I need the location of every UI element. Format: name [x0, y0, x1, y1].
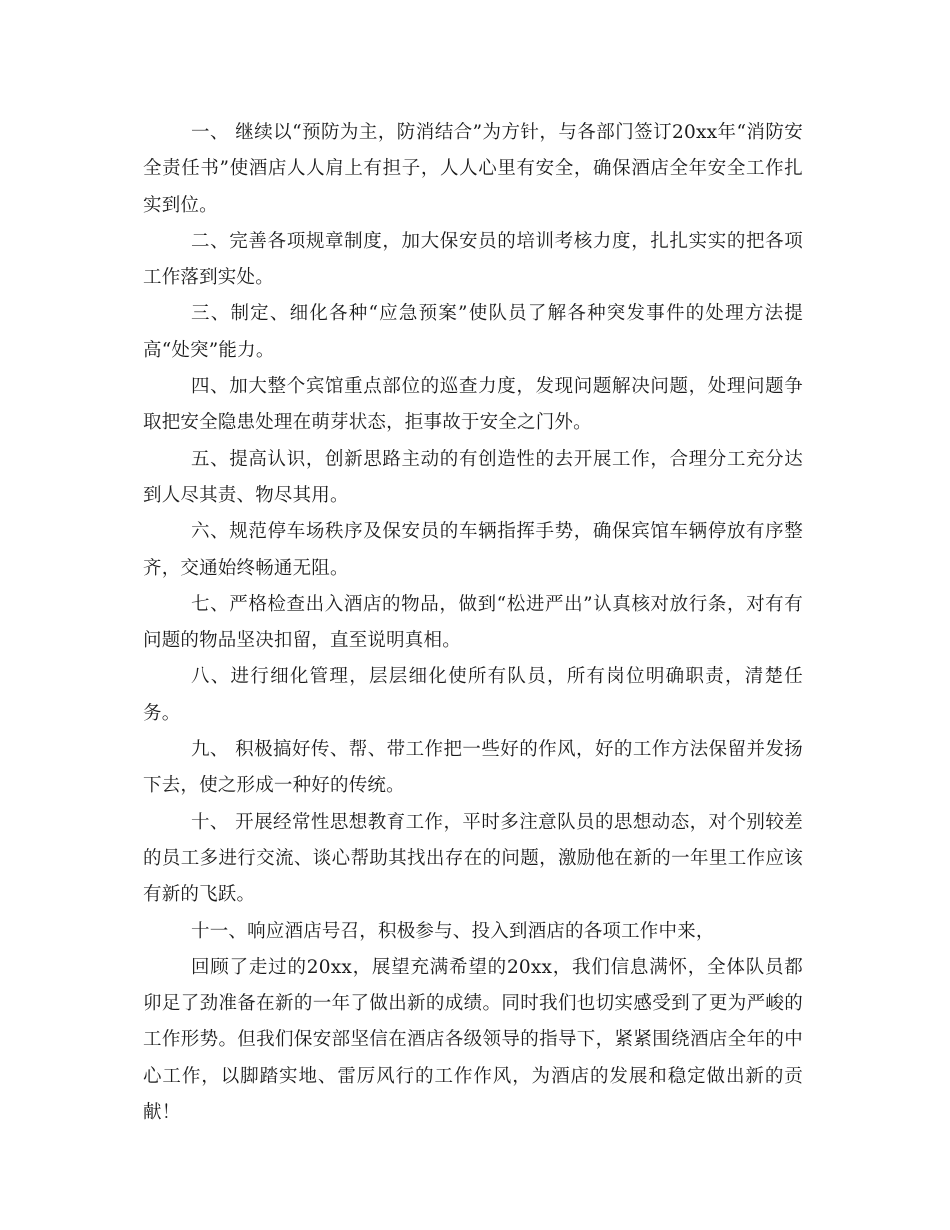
document-body [143, 115, 803, 1131]
paragraph-item-7: 七、严格检查出入酒店的物品，做到“松进严出”认真核对放行条，对有有问题的物品坚决扣留，直至说明真相。 [143, 593, 803, 652]
paragraph-item-11: 十一、响应酒店号召，积极参与、投入到酒店的各项工作中来， [191, 920, 715, 942]
paragraph-item-3: 三、制定、细化各种“应急预案”使队员了解各种突发事件的处理方法提高“处突”能力。 [143, 303, 803, 361]
paragraph-item-1: 一、 继续以“预防为主，防消结合”为方针，与各部门签订20xx年“消防安全责任书”使酒店人人肩上有担子，人人心里有安全，确保酒店全年安全工作扎实到位。 [143, 122, 803, 216]
paragraph-closing: 回顾了走过的20xx，展望充满希望的20xx，我们信息满怀，全体队员都卯足了劲准备在新的一年了做出新的成绩。同时我们也切实感受到了更为严峻的工作形势。但我们保安部坚信在酒店各级领导的指导下，紧紧围绕酒店全年的中心工作，以脚踏实地、雷厉风行的工作作风，为酒店的发展和稳定做出新的贡献！ [143, 956, 803, 1124]
paragraph-item-10: 十、 开展经常性思想教育工作，平时多注意队员的思想动态，对个别较差的员工多进行交流、谈心帮助其找出存在的问题，激励他在新的一年里工作应该有新的飞跃。 [143, 811, 803, 906]
paragraph-item-6: 六、规范停车场秩序及保安员的车辆指挥手势，确保宾馆车辆停放有序整齐，交通始终畅通无阻。 [143, 521, 803, 579]
paragraph-item-5: 五、提高认识，创新思路主动的有创造性的去开展工作，合理分工充分达到人尽其责、物尽其用。 [143, 448, 803, 506]
paragraph-item-9: 九、 积极搞好传、帮、带工作把一些好的作风，好的工作方法保留并发扬下去，使之形成一种好的传统。 [143, 739, 803, 797]
paragraph-item-8: 八、进行细化管理，层层细化使所有队员，所有岗位明确职责，清楚任务。 [143, 666, 803, 724]
paragraph-item-4: 四、加大整个宾馆重点部位的巡查力度，发现问题解决问题，处理问题争取把安全隐患处理在萌芽状态，拒事故于安全之门外。 [143, 376, 803, 434]
paragraph-item-2: 二、完善各项规章制度，加大保安员的培训考核力度，扎扎实实的把各项工作落到实处。 [143, 230, 803, 289]
